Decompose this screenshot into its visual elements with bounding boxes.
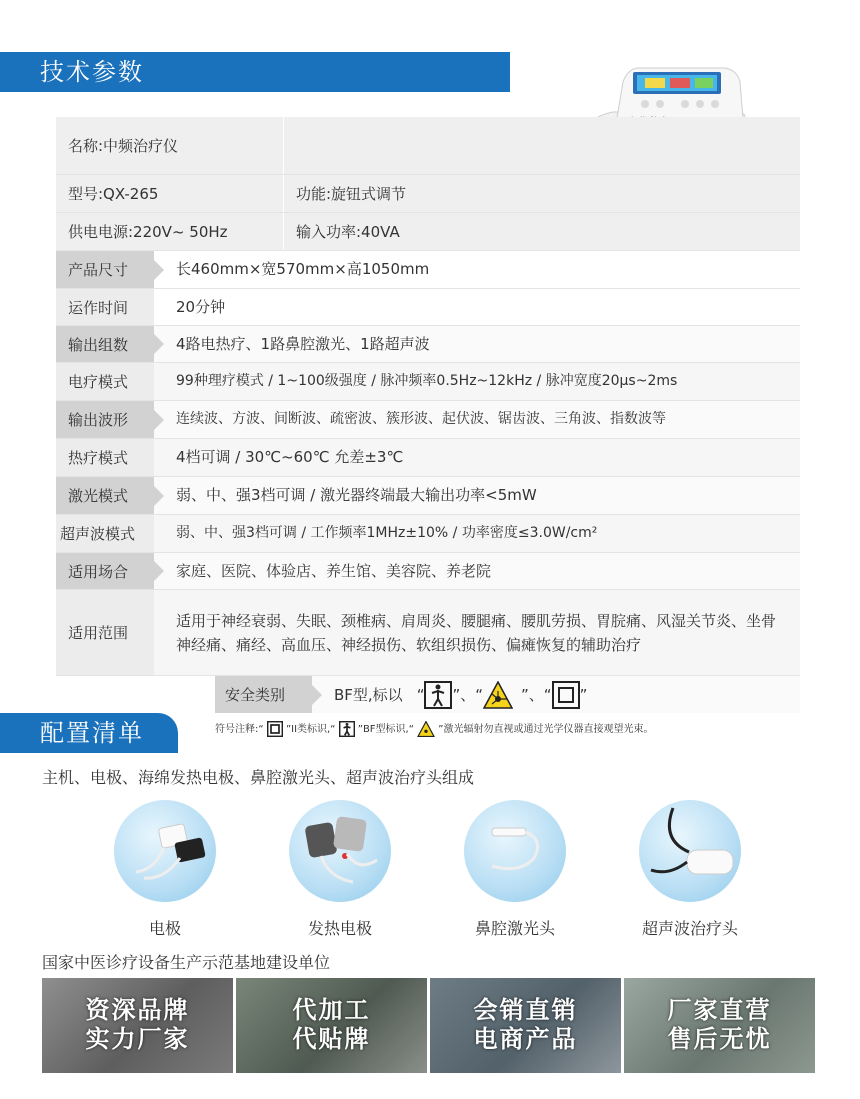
spec-row-heat-mode — [56, 439, 800, 477]
safety-row — [215, 676, 800, 713]
feature-banner — [42, 978, 815, 1073]
note-t1: ”II类标识,“ — [285, 724, 336, 735]
safety-sep1: ”、“ — [452, 686, 484, 704]
accessory-name: 发热电极 — [307, 919, 372, 938]
accessory-name: 电极 — [148, 919, 181, 938]
spec-row-time — [56, 289, 800, 326]
spec-label: 超声波模式 — [56, 515, 154, 552]
banner-line1: 资深品牌 — [85, 996, 190, 1024]
banner-cell — [42, 978, 233, 1073]
spec-row-power — [56, 213, 800, 251]
spec-row-scope — [56, 590, 800, 676]
spec-label: 适用场合 — [56, 553, 154, 589]
safety-prefix: BF型,标以 — [334, 686, 403, 704]
bf-type-icon — [339, 721, 355, 737]
class-ii-icon — [552, 681, 580, 709]
ultrasound-head-image — [639, 800, 741, 902]
safety-q1: “ — [416, 685, 425, 704]
spec-empty-cell — [284, 117, 510, 174]
config-description: 主机、电极、海绵发热电极、鼻腔激光头、超声波治疗头组成 — [42, 768, 475, 787]
nasal-laser-image — [464, 800, 566, 902]
spec-label: 输出组数 — [56, 326, 154, 362]
spec-value: 4档可调 / 30℃~60℃ 允差±3℃ — [176, 448, 404, 466]
banner-cell — [430, 978, 621, 1073]
spec-section-title: 技术参数 — [0, 52, 510, 92]
accessory-name: 鼻腔激光头 — [474, 919, 555, 938]
banner-line2: 代贴牌 — [292, 1025, 371, 1053]
spec-row-ultrasound-mode — [56, 515, 800, 553]
banner-line2: 售后无忧 — [667, 1025, 772, 1053]
spec-name: 名称:中频治疗仪 — [56, 117, 284, 174]
accessory-item — [450, 800, 580, 939]
spec-row-outputs — [56, 326, 800, 363]
spec-power-supply: 供电电源:220V~ 50Hz — [56, 213, 284, 250]
spec-row-waveform — [56, 401, 800, 439]
banner-line1: 代加工 — [292, 996, 371, 1024]
safety-label: 安全类别 — [215, 676, 312, 713]
config-section-title: 配置清单 — [0, 713, 178, 753]
spec-function: 功能:旋钮式调节 — [296, 185, 407, 203]
banner-line2: 实力厂家 — [85, 1025, 190, 1053]
safety-q2: ” — [579, 685, 588, 704]
banner-cell — [236, 978, 427, 1073]
class-ii-icon — [267, 721, 283, 737]
spec-input-power: 输入功率:40VA — [296, 223, 400, 241]
spec-value: 适用于神经衰弱、失眠、颈椎病、肩周炎、腰腿痛、腰肌劳损、胃脘痛、风湿关节炎、坐骨神经痛、痛经、高血压、神经损伤、软组织损伤、偏瘫恢复的辅助治疗 — [176, 611, 777, 654]
spec-value: 99种理疗模式 / 1~100级强度 / 脉冲频率0.5Hz~12kHz / 脉冲宽度20μs~2ms — [176, 373, 678, 389]
laser-warning-icon — [417, 721, 435, 737]
base-title: 国家中医诊疗设备生产示范基地建设单位 — [42, 953, 331, 972]
spec-label: 电疗模式 — [56, 363, 154, 400]
spec-value: 家庭、医院、体验店、养生馆、美容院、养老院 — [176, 561, 492, 580]
banner-line2: 电商产品 — [473, 1025, 578, 1053]
symbol-note — [215, 720, 653, 737]
spec-row-electro-mode — [56, 363, 800, 401]
spec-row-name — [56, 117, 800, 175]
spec-label: 热疗模式 — [56, 439, 154, 476]
spec-row-size — [56, 251, 800, 289]
spec-value: 弱、中、强3档可调 / 激光器终端最大输出功率<5mW — [176, 486, 537, 504]
note-t2: ”BF型标识,“ — [357, 724, 414, 735]
spec-value: 连续波、方波、间断波、疏密波、簇形波、起伏波、锯齿波、三角波、指数波等 — [176, 411, 666, 427]
note-lead: 符号注释:“ — [215, 724, 264, 735]
accessory-item — [625, 800, 755, 939]
banner-line1: 会销直销 — [473, 996, 578, 1024]
spec-value: 4路电热疗、1路鼻腔激光、1路超声波 — [176, 334, 430, 353]
accessory-item — [100, 800, 230, 939]
spec-value: 20分钟 — [176, 297, 226, 316]
electrode-image — [114, 800, 216, 902]
note-t3: ”激光辐射勿直视或通过光学仪器直接观望光束。 — [438, 724, 654, 735]
heating-electrode-image — [289, 800, 391, 902]
spec-value: 弱、中、强3档可调 / 工作频率1MHz±10% / 功率密度≤3.0W/cm² — [176, 525, 598, 541]
spec-label: 运作时间 — [56, 289, 154, 325]
spec-row-model — [56, 175, 800, 213]
spec-row-laser-mode — [56, 477, 800, 515]
spec-label: 激光模式 — [56, 477, 154, 514]
safety-sep2: ”、“ — [521, 686, 552, 704]
spec-row-occasion — [56, 553, 800, 590]
spec-model: 型号:QX-265 — [56, 175, 284, 212]
laser-warning-icon — [483, 681, 513, 709]
accessory-item — [275, 800, 405, 939]
spec-label: 输出波形 — [56, 401, 154, 438]
accessory-name: 超声波治疗头 — [641, 919, 738, 938]
spec-value: 长460mm×宽570mm×高1050mm — [176, 260, 430, 278]
safety-value — [312, 681, 587, 709]
bf-type-icon — [424, 681, 452, 709]
spec-label: 产品尺寸 — [56, 251, 154, 288]
banner-line1: 厂家直营 — [667, 996, 772, 1024]
spec-label: 适用范围 — [56, 590, 154, 675]
banner-cell — [624, 978, 815, 1073]
